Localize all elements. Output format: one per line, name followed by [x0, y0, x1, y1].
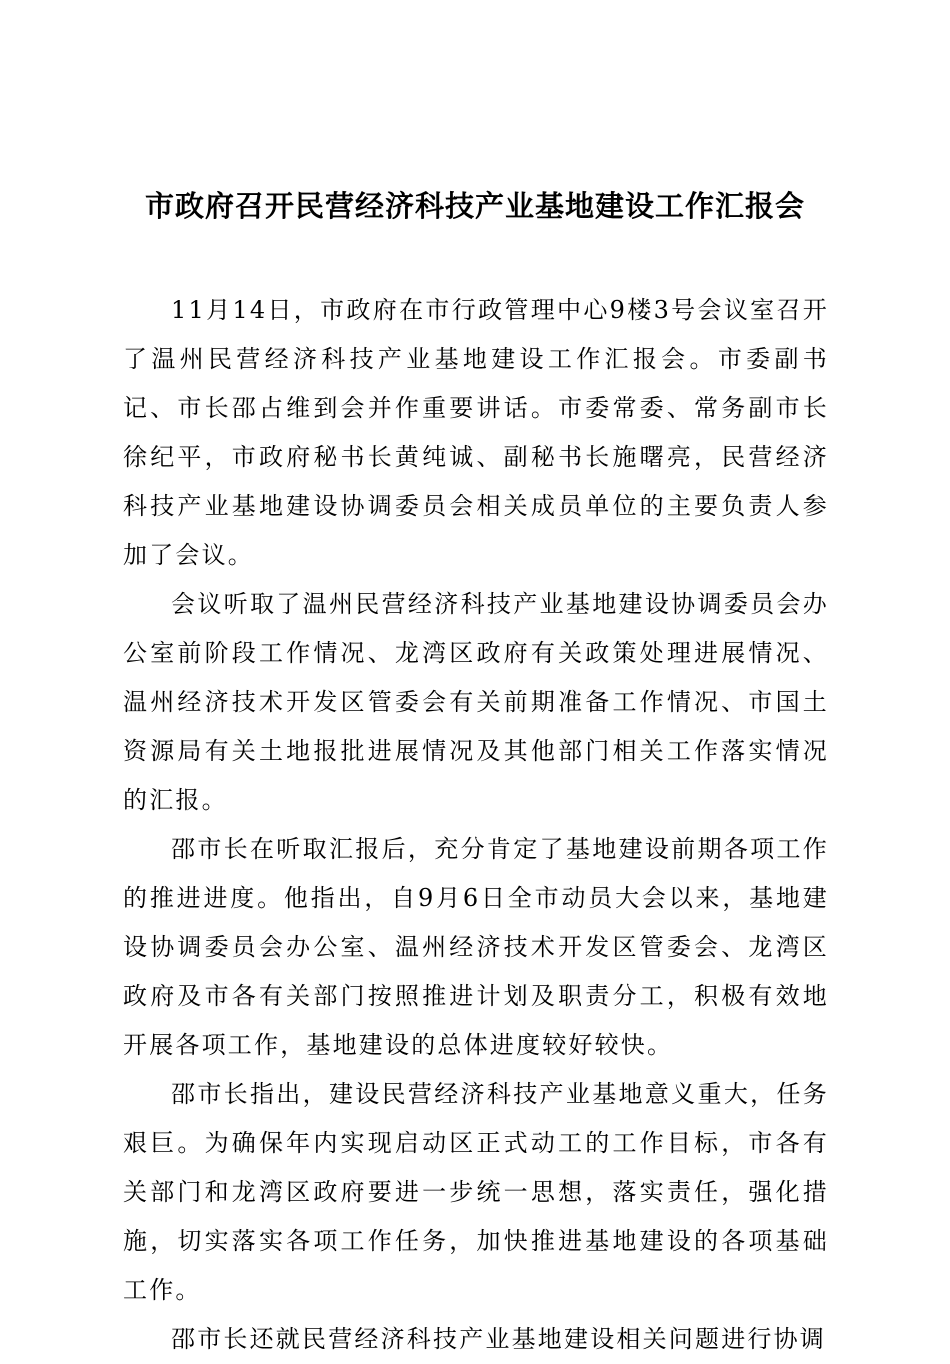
- document-title: 市政府召开民营经济科技产业基地建设工作汇报会: [144, 189, 805, 223]
- paragraph-5: 邵市长还就民营经济科技产业基地建设相关问题进行协调: [171, 1325, 826, 1353]
- paragraph-1: 11月14日，市政府在市行政管理中心9楼3号会议室召开了温州民营经济科技产业基地建设工作汇报会。市委副书记、市长邵占维到会并作重要讲话。市委常委、常务副市长徐纪平，市政府秘书长黄纯诚、副秘书长施曙亮，民营经济科技产业基地建设协调委员会相关成员单位的主要负责人参加了会议。: [123, 296, 829, 569]
- document-body: [123, 286, 829, 1364]
- paragraph-3: 邵市长在听取汇报后，充分肯定了基地建设前期各项工作的推进进度。他指出，自9月6日全市动员大会以来，基地建设协调委员会办公室、温州经济技术开发区管委会、龙湾区政府及市各有关部门按照推进计划及职责分工，积极有效地开展各项工作，基地建设的总体进度较好较快。: [123, 835, 829, 1059]
- paragraph-2: 会议听取了温州民营经济科技产业基地建设协调委员会办公室前阶段工作情况、龙湾区政府有关政策处理进展情况、温州经济技术开发区管委会有关前期准备工作情况、市国土资源局有关土地报批进展情况及其他部门相关工作落实情况的汇报。: [123, 590, 829, 814]
- paragraph-4: 邵市长指出，建设民营经济科技产业基地意义重大，任务艰巨。为确保年内实现启动区正式动工的工作目标，市各有关部门和龙湾区政府要进一步统一思想，落实责任，强化措施，切实落实各项工作任务，加快推进基地建设的各项基础工作。: [123, 1080, 829, 1304]
